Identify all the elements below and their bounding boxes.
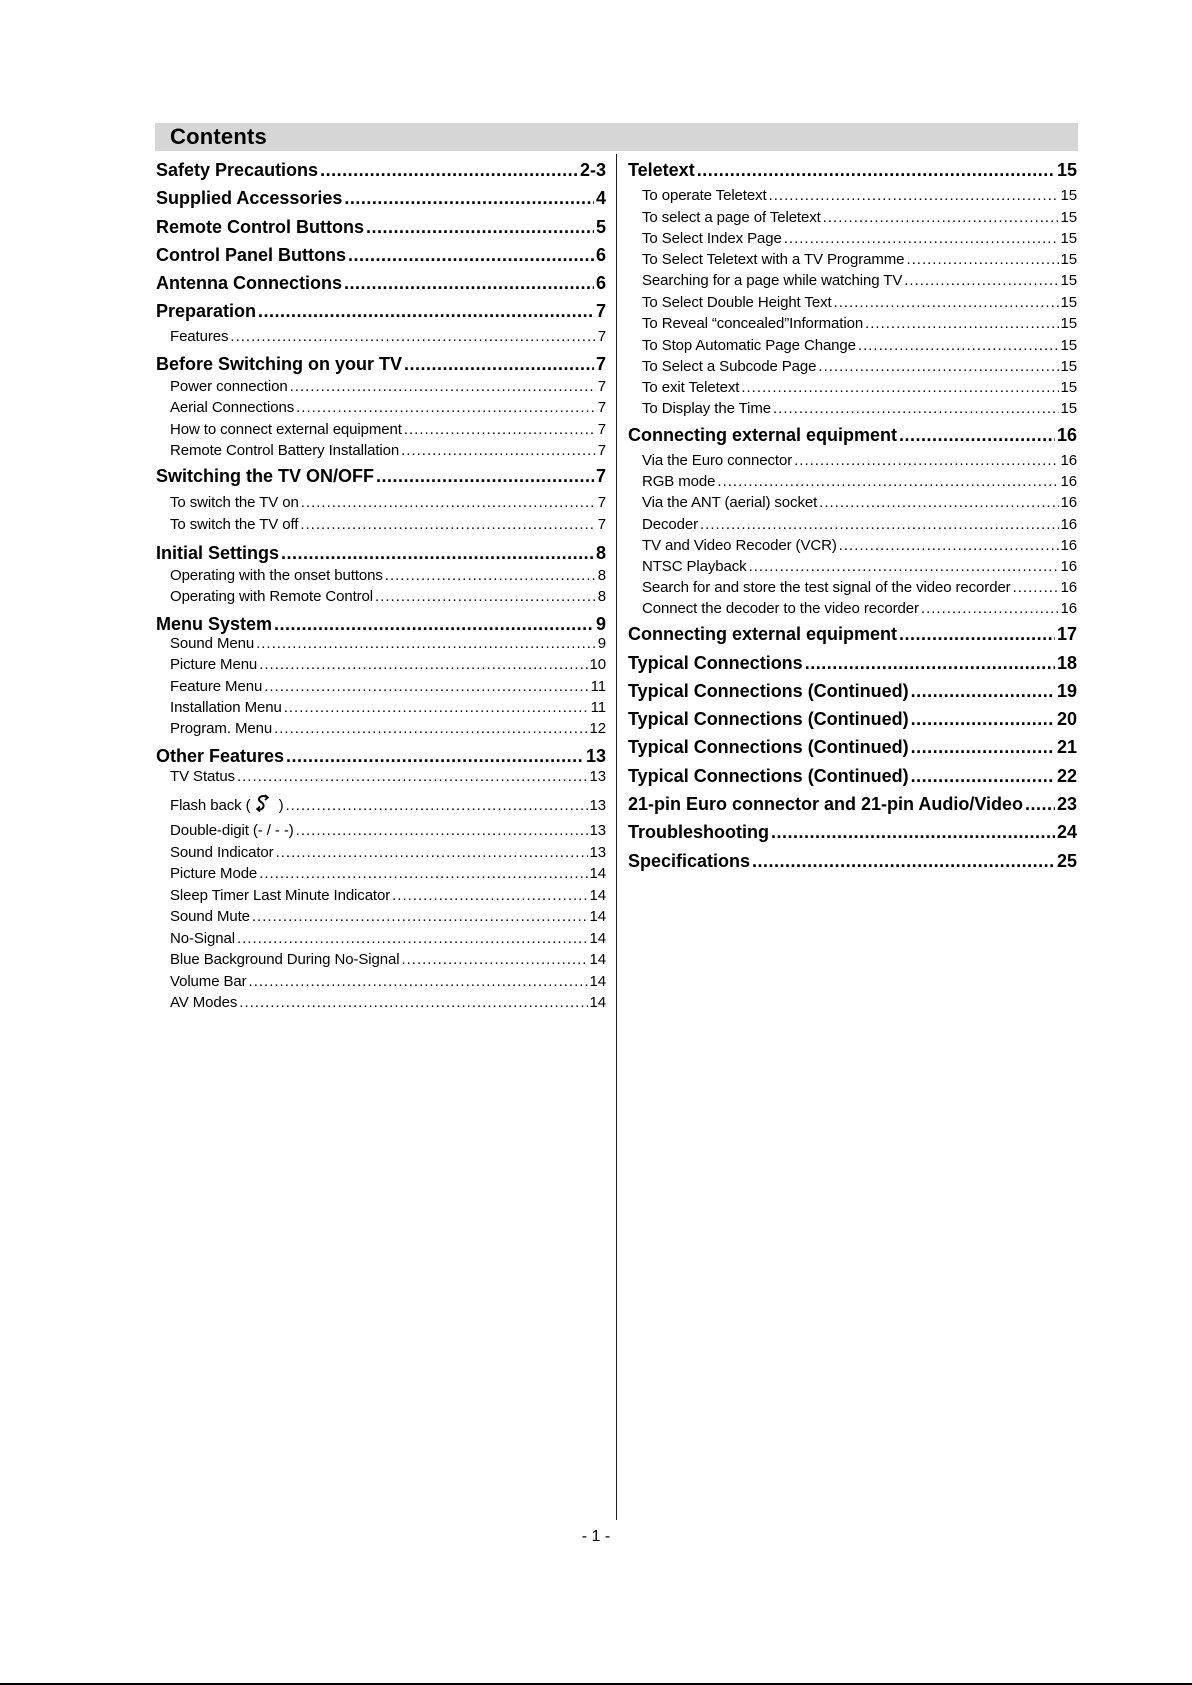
- toc-page-number: 15: [1060, 294, 1077, 311]
- toc-page-number: 16: [1060, 516, 1077, 533]
- toc-entry-title: Via the ANT (aerial) socket: [642, 494, 818, 511]
- toc-page-number: 7: [595, 466, 606, 486]
- dot-leader: [348, 245, 594, 266]
- toc-page-number: 13: [589, 768, 606, 785]
- toc-entry-title: Menu System: [156, 614, 273, 634]
- dot-leader: [301, 494, 596, 511]
- toc-subsection-entry[interactable]: [170, 844, 606, 861]
- toc-entry-title: Via the Euro connector: [642, 452, 793, 469]
- toc-page-number: 14: [589, 908, 606, 925]
- toc-entry-title: Searching for a page while watching TV: [642, 272, 903, 289]
- toc-page-number: 14: [589, 887, 606, 904]
- dot-leader: [1025, 794, 1055, 815]
- toc-entry-title: Sound Mute: [170, 908, 250, 925]
- toc-entry-title: Typical Connections (Continued): [628, 709, 909, 729]
- toc-page-number: 7: [597, 399, 606, 416]
- dot-leader: [921, 600, 1059, 617]
- toc-section-entry[interactable]: [156, 543, 606, 564]
- toc-page-number: 14: [589, 973, 606, 990]
- toc-page-number: 7: [597, 421, 606, 438]
- toc-entry-title: Preparation: [156, 301, 257, 321]
- toc-section-entry[interactable]: [628, 794, 1077, 815]
- toc-subsection-entry[interactable]: [170, 516, 606, 533]
- toc-entry-title: Connecting external equipment: [628, 425, 898, 445]
- dot-leader: [392, 887, 587, 904]
- toc-subsection-entry[interactable]: [642, 537, 1077, 554]
- toc-entry-title: How to connect external equipment: [170, 421, 402, 438]
- toc-entry-title: To switch the TV on: [170, 494, 299, 511]
- flash-back-icon: [253, 793, 273, 813]
- toc-page-number: 14: [589, 930, 606, 947]
- toc-page-number: 2-3: [579, 160, 606, 180]
- toc-entry-title: Picture Mode: [170, 865, 258, 882]
- toc-entry-title: Safety Precautions: [156, 160, 319, 180]
- dot-leader: [237, 930, 588, 947]
- toc-page-number: 15: [1060, 358, 1077, 375]
- toc-section-entry[interactable]: [156, 746, 606, 767]
- toc-section-entry[interactable]: [628, 681, 1077, 702]
- toc-subsection-entry[interactable]: [170, 973, 606, 990]
- dot-leader: [404, 421, 596, 438]
- toc-subsection-entry[interactable]: [170, 678, 606, 695]
- page-number: - 1 -: [581, 1528, 611, 1545]
- page-title: Contents: [170, 124, 267, 149]
- toc-entry-title: To exit Teletext: [642, 379, 740, 396]
- dot-leader: [818, 358, 1058, 375]
- toc-page-number: 9: [597, 635, 606, 652]
- toc-subsection-entry[interactable]: [642, 337, 1077, 354]
- toc-entry-title: Features: [170, 328, 229, 345]
- toc-page-number: 14: [589, 865, 606, 882]
- dot-leader: [296, 399, 596, 416]
- toc-subsection-entry[interactable]: [170, 822, 606, 839]
- toc-section-entry[interactable]: [628, 766, 1077, 787]
- toc-entry-title: Typical Connections (Continued): [628, 681, 909, 701]
- toc-page-number: 11: [590, 678, 606, 695]
- toc-entry-title: Sound Menu: [170, 635, 255, 652]
- dot-leader: [366, 217, 594, 238]
- toc-page-number: 25: [1056, 851, 1077, 871]
- toc-subsection-entry[interactable]: [170, 494, 606, 511]
- toc-page-number: 15: [1060, 379, 1077, 396]
- dot-leader: [401, 442, 596, 459]
- toc-page-number: 7: [597, 378, 606, 395]
- toc-entry-title: Sound Indicator: [170, 844, 274, 861]
- toc-subsection-entry[interactable]: [170, 720, 606, 737]
- toc-entry-title: To Select Double Height Text: [642, 294, 832, 311]
- dot-leader: [344, 273, 594, 294]
- toc-subsection-entry[interactable]: [642, 209, 1077, 226]
- toc-page-number: 15: [1060, 251, 1077, 268]
- toc-subsection-entry[interactable]: [170, 768, 606, 785]
- toc-page-number: 13: [585, 746, 606, 766]
- toc-page-number: 24: [1056, 822, 1077, 842]
- toc-page-number: 13: [589, 797, 606, 814]
- toc-entry-title: To Select a Subcode Page: [642, 358, 817, 375]
- toc-page-number: 14: [589, 994, 606, 1011]
- toc-entry-title: To select a page of Teletext: [642, 209, 821, 226]
- toc-section-entry[interactable]: [156, 188, 606, 209]
- dot-leader: [749, 558, 1059, 575]
- toc-entry-title: Other Features: [156, 746, 285, 766]
- toc-page-number: 15: [1060, 230, 1077, 247]
- dot-leader: [773, 400, 1059, 417]
- toc-page-number: 14: [589, 951, 606, 968]
- toc-entry-title: Control Panel Buttons: [156, 245, 346, 265]
- toc-entry-title: Feature Menu: [170, 678, 263, 695]
- toc-entry-title: Specifications: [628, 851, 751, 871]
- toc-page-number: 22: [1056, 766, 1077, 786]
- toc-subsection-entry[interactable]: [642, 187, 1077, 204]
- dot-leader: [376, 466, 594, 487]
- toc-entry-title: Operating with Remote Control: [170, 588, 374, 605]
- toc-entry-title: Typical Connections (Continued): [628, 737, 909, 757]
- toc-page-number: 4: [595, 188, 606, 208]
- dot-leader: [249, 973, 588, 990]
- dot-leader: [276, 844, 588, 861]
- toc-subsection-entry[interactable]: [170, 567, 606, 584]
- toc-subsection-entry[interactable]: [170, 328, 606, 345]
- toc-entry-title: To Select Teletext with a TV Programme: [642, 251, 905, 268]
- toc-section-entry[interactable]: [156, 354, 606, 375]
- dot-leader: [911, 709, 1055, 730]
- toc-section-entry[interactable]: [628, 653, 1077, 674]
- toc-entry-title: To operate Teletext: [642, 187, 767, 204]
- toc-page-number: 7: [597, 494, 606, 511]
- toc-entry-title: Troubleshooting: [628, 822, 769, 842]
- toc-entry-title: Picture Menu: [170, 656, 258, 673]
- dot-leader: [805, 653, 1055, 674]
- toc-entry-title: To Reveal “concealed”Information: [642, 315, 864, 332]
- toc-subsection-entry[interactable]: [170, 793, 606, 814]
- toc-entry-title: Double-digit (- / - -): [170, 822, 294, 839]
- toc-entry-title: Remote Control Buttons: [156, 217, 364, 237]
- toc-entry-title: Installation Menu: [170, 699, 282, 716]
- toc-subsection-entry[interactable]: [642, 452, 1077, 469]
- dot-leader: [794, 452, 1058, 469]
- toc-subsection-entry[interactable]: [170, 378, 606, 395]
- dot-leader: [899, 425, 1055, 446]
- toc-subsection-entry[interactable]: [642, 600, 1077, 617]
- toc-subsection-entry[interactable]: [170, 994, 606, 1011]
- toc-subsection-entry[interactable]: [642, 400, 1077, 417]
- toc-section-entry[interactable]: [628, 851, 1077, 872]
- toc-section-entry[interactable]: [156, 614, 606, 635]
- dot-leader: [819, 494, 1058, 511]
- toc-entry-title: To Display the Time: [642, 400, 771, 417]
- toc-page-number: 13: [589, 844, 606, 861]
- dot-leader: [264, 678, 588, 695]
- toc-entry-title: TV Status: [170, 768, 235, 785]
- dot-leader: [834, 294, 1059, 311]
- dot-leader: [237, 768, 588, 785]
- toc-entry-title: Search for and store the test signal of the video recorder: [642, 579, 1011, 596]
- toc-entry-title: To switch the TV off: [170, 516, 299, 533]
- toc-entry-title: AV Modes: [170, 994, 238, 1011]
- toc-section-entry[interactable]: [628, 822, 1077, 843]
- column-divider: [616, 154, 617, 1520]
- dot-leader: [385, 567, 596, 584]
- toc-entry-title: Flash back ( ): [170, 793, 283, 814]
- dot-leader: [320, 160, 578, 181]
- toc-subsection-entry[interactable]: [642, 379, 1077, 396]
- dot-leader: [700, 516, 1059, 533]
- toc-page-number: 23: [1056, 794, 1077, 814]
- toc-entry-title: Operating with the onset buttons: [170, 567, 383, 584]
- toc-subsection-entry[interactable]: [642, 579, 1077, 596]
- toc-page-number: 21: [1056, 737, 1077, 757]
- toc-subsection-entry[interactable]: [170, 656, 606, 673]
- toc-section-entry[interactable]: [156, 245, 606, 266]
- toc-page-number: 16: [1060, 494, 1077, 511]
- dot-leader: [252, 908, 588, 925]
- dot-leader: [284, 699, 589, 716]
- toc-subsection-entry[interactable]: [170, 865, 606, 882]
- toc-page-number: 18: [1056, 653, 1077, 673]
- dot-leader: [239, 994, 587, 1011]
- toc-page-number: 15: [1056, 160, 1077, 180]
- toc-subsection-entry[interactable]: [642, 272, 1077, 289]
- dot-leader: [256, 635, 596, 652]
- toc-section-entry[interactable]: [156, 273, 606, 294]
- toc-page-number: 8: [597, 588, 606, 605]
- dot-leader: [281, 543, 594, 564]
- toc-page-number: 5: [595, 217, 606, 237]
- toc-subsection-entry[interactable]: [170, 442, 606, 459]
- dot-leader: [286, 746, 584, 767]
- dot-leader: [752, 851, 1055, 872]
- toc-entry-title: Switching the TV ON/OFF: [156, 466, 374, 486]
- toc-page-number: 17: [1056, 624, 1077, 644]
- toc-page-number: 15: [1060, 400, 1077, 417]
- toc-entry-title: Connecting external equipment: [628, 624, 898, 644]
- toc-entry-title: Remote Control Battery Installation: [170, 442, 400, 459]
- toc-section-entry[interactable]: [628, 709, 1077, 730]
- toc-entry-title: Aerial Connections: [170, 399, 295, 416]
- toc-subsection-entry[interactable]: [170, 699, 606, 716]
- dot-leader: [911, 737, 1055, 758]
- toc-subsection-entry[interactable]: [642, 315, 1077, 332]
- dot-leader: [1013, 579, 1059, 596]
- toc-section-entry[interactable]: [156, 217, 606, 238]
- toc-subsection-entry[interactable]: [642, 473, 1077, 490]
- toc-entry-title: 21-pin Euro connector and 21-pin Audio/Video: [628, 794, 1024, 814]
- dot-leader: [771, 822, 1055, 843]
- toc-entry-title: RGB mode: [642, 473, 716, 490]
- dot-leader: [911, 766, 1055, 787]
- dot-leader: [300, 516, 595, 533]
- dot-leader: [697, 160, 1055, 181]
- toc-subsection-entry[interactable]: [170, 887, 606, 904]
- dot-leader: [899, 624, 1055, 645]
- dot-leader: [769, 187, 1059, 204]
- dot-leader: [344, 188, 594, 209]
- toc-page-number: 15: [1060, 272, 1077, 289]
- toc-page-number: 15: [1060, 187, 1077, 204]
- toc-subsection-entry[interactable]: [642, 251, 1077, 268]
- toc-entry-title: Before Switching on your TV: [156, 354, 403, 374]
- dot-leader: [375, 588, 596, 605]
- toc-page-number: 9: [595, 614, 606, 634]
- toc-page-number: 16: [1060, 600, 1077, 617]
- dot-leader: [784, 230, 1059, 247]
- toc-subsection-entry[interactable]: [170, 588, 606, 605]
- dot-leader: [259, 865, 587, 882]
- dot-leader: [404, 354, 594, 375]
- toc-subsection-entry[interactable]: [642, 558, 1077, 575]
- toc-subsection-entry[interactable]: [642, 516, 1077, 533]
- toc-section-entry[interactable]: [156, 160, 606, 181]
- toc-subsection-entry[interactable]: [170, 421, 606, 438]
- toc-page-number: 16: [1060, 537, 1077, 554]
- toc-page-number: 8: [595, 543, 606, 563]
- toc-page-number: 10: [589, 656, 606, 673]
- toc-page-number: 7: [595, 301, 606, 321]
- toc-subsection-entry[interactable]: [170, 908, 606, 925]
- toc-subsection-entry[interactable]: [170, 399, 606, 416]
- dot-leader: [290, 378, 596, 395]
- toc-page-number: 15: [1060, 315, 1077, 332]
- dot-leader: [858, 337, 1059, 354]
- toc-subsection-entry[interactable]: [642, 294, 1077, 311]
- toc-subsection-entry[interactable]: [170, 951, 606, 968]
- toc-entry-title: NTSC Playback: [642, 558, 747, 575]
- dot-leader: [401, 951, 587, 968]
- toc-page-number: 6: [595, 273, 606, 293]
- toc-section-entry[interactable]: [628, 737, 1077, 758]
- toc-page-number: 7: [597, 328, 606, 345]
- toc-entry-title: Typical Connections (Continued): [628, 766, 909, 786]
- dot-leader: [296, 822, 588, 839]
- dot-leader: [259, 656, 587, 673]
- dot-leader: [906, 251, 1058, 268]
- toc-page-number: 8: [597, 567, 606, 584]
- toc-entry-title: Blue Background During No-Signal: [170, 951, 400, 968]
- dot-leader: [230, 328, 595, 345]
- toc-entry-title: Decoder: [642, 516, 698, 533]
- toc-page-number: 20: [1056, 709, 1077, 729]
- toc-page-number: 11: [590, 699, 606, 716]
- dot-leader: [285, 797, 587, 814]
- toc-page-number: 13: [589, 822, 606, 839]
- toc-page-number: 19: [1056, 681, 1077, 701]
- toc-entry-title: Supplied Accessories: [156, 188, 343, 208]
- toc-page-number: 16: [1060, 579, 1077, 596]
- toc-entry-title: To Stop Automatic Page Change: [642, 337, 856, 354]
- toc-page-number: 16: [1056, 425, 1077, 445]
- toc-entry-title: Sleep Timer Last Minute Indicator: [170, 887, 391, 904]
- toc-subsection-entry[interactable]: [170, 635, 606, 652]
- toc-entry-title: Program. Menu: [170, 720, 273, 737]
- toc-section-entry[interactable]: [156, 301, 606, 322]
- toc-subsection-entry[interactable]: [642, 230, 1077, 247]
- toc-page-number: 15: [1060, 337, 1077, 354]
- toc-section-entry[interactable]: [628, 624, 1077, 645]
- toc-page-number: 16: [1060, 473, 1077, 490]
- toc-section-entry[interactable]: [628, 425, 1077, 446]
- toc-entry-title: Connect the decoder to the video recorder: [642, 600, 919, 617]
- dot-leader: [717, 473, 1058, 490]
- contents-header-band: [155, 123, 1078, 151]
- toc-subsection-entry[interactable]: [642, 358, 1077, 375]
- toc-entry-title: Typical Connections: [628, 653, 803, 673]
- toc-subsection-entry[interactable]: [170, 930, 606, 947]
- toc-page-number: 16: [1060, 558, 1077, 575]
- toc-page-number: 15: [1060, 209, 1077, 226]
- dot-leader: [274, 720, 587, 737]
- toc-entry-title: Power connection: [170, 378, 288, 395]
- toc-section-entry[interactable]: [156, 466, 606, 487]
- dot-leader: [839, 537, 1059, 554]
- toc-page-number: 16: [1060, 452, 1077, 469]
- dot-leader: [258, 301, 594, 322]
- dot-leader: [911, 681, 1055, 702]
- toc-entry-title: No-Signal: [170, 930, 235, 947]
- toc-page-number: 6: [595, 245, 606, 265]
- toc-section-entry[interactable]: [628, 160, 1077, 181]
- toc-entry-title: TV and Video Recoder (VCR): [642, 537, 837, 554]
- dot-leader: [823, 209, 1059, 226]
- dot-leader: [741, 379, 1058, 396]
- toc-entry-title: Teletext: [628, 160, 695, 180]
- toc-page-number: 12: [589, 720, 606, 737]
- dot-leader: [904, 272, 1058, 289]
- dot-leader: [274, 614, 594, 635]
- toc-page-number: 7: [597, 442, 606, 459]
- toc-entry-title: Antenna Connections: [156, 273, 343, 293]
- toc-entry-title: Initial Settings: [156, 543, 280, 563]
- toc-page-number: 7: [595, 354, 606, 374]
- toc-entry-title: Volume Bar: [170, 973, 247, 990]
- toc-page-number: 7: [597, 516, 606, 533]
- toc-entry-title: To Select Index Page: [642, 230, 782, 247]
- dot-leader: [865, 315, 1058, 332]
- toc-subsection-entry[interactable]: [642, 494, 1077, 511]
